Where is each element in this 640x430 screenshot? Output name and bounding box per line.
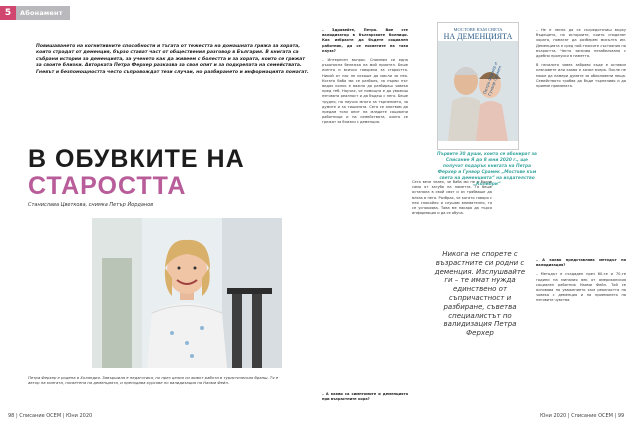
intro-paragraph: Повишаването на когнитивните способности и тъгата от тежестта на домашната грижа за хората, които страдат от деменция, бързо стават част от обществения разговор в България. В книгата са събрани истории за деменцията, за ученето как да живеем с болестта и за хората, които се грижат за своите близки. Авторката Петра Ферхер разказва за своя опит и за подкрепата на семействата. Гневът и безпомощността често съпровождат тези случаи, но разбирането и информацията помагат. (36, 44, 309, 75)
section-badge (0, 6, 70, 20)
book-cover (437, 22, 519, 150)
book-cover-photo (438, 41, 518, 141)
answer-validation: – Методът е създаден през 60-те и 70-те години на миналия век от американския социален работник Наоми Фейл. Той се основава на уважението към реалността на човека с деменция и на приемането на неговите чувства. (536, 272, 626, 303)
column-3-text: Сега вече знаех, че баба ми не е болна само от загуба на паметта. Тя беше останала в свой свят и аз трябваше да вляза в него. Разбрах, че когато говоря с нея спокойно и слушам внимателно, тя се успокоява. Това ме накара да търся информация и да се обуча. (412, 180, 492, 216)
section-number: 5 (0, 6, 16, 20)
question-validation: – А какво представлява методът на валидизация? (536, 258, 626, 268)
article-title-line2: СТАРОСТТА (28, 172, 187, 200)
footer-right: Юни 2020 | Списание ОСЕМ | 99 (540, 413, 625, 419)
article-title-line1: В ОБУВКИТЕ НА (28, 145, 245, 173)
pull-quote: Никога не спорете с възрастните си родни с деменция. Изслушвайте ги – те имат нужда единствено от съпричастност и разбиране, съветва специалистът по валидизация Петра Ферхер (434, 250, 526, 338)
book-author: Петра Ферхер и Гунвор Срамек (482, 61, 503, 97)
column-4-para-1: – Не е лесно да се съсредоточиш върху бъдещето, но историите, които споделят хората, помагат да разберем мисълта им. Деменцията е сред най-тежките състояния на възрастта. Често започва незабелязано с дребни пропуски в паметта. (536, 28, 626, 59)
article-column-3 (412, 180, 492, 216)
column-4-para-2: В началото човек забравя къде е оставил ключовете или какво е казал вчера. После не може да намери думите за обикновени неща. Семейството трябва да бъде търпеливо и да приеме промяната. (536, 63, 626, 89)
article-column-4 (536, 28, 626, 93)
book-promo-caption: Първите 30 души, които се абонират за Списание Я до 8 юни 2020 г., ще получат подарък книгата на Петра Ферхер и Гунвор Срамек „Мостове към света на деменцията“ на издателство „Колибри“ (437, 152, 537, 187)
book-title-line2: НА ДЕМЕНЦИЯТА (443, 32, 513, 41)
answer-1: – Интересен въпрос. Спомням си една ръкописна бележка на мой приятел. Беше есента и всички говореха за старостта. Никой от нас не искаше да мисли за нея. Когато баба ми се разболя, за първи път видях колко е важно да разбираш човека пред теб. Научих, че помощта е да уважиш неговата реалност и да бъдеш с него. Беше трудно, но научих много за търпението, за думите и за тишината. Сега се опитвам да предам този опит на младите социални работници и на семействата, които се грижат за близки с деменция. (322, 58, 408, 125)
article-column-4-lower (536, 258, 626, 304)
footer-left: 98 | Списание ОСЕМ | Юни 2020 (8, 413, 93, 419)
byline: Станислава Цветкова, снимка Петър Йорданов (28, 202, 154, 208)
photo-caption: Петра Ферхер е родена в Холандия. Завършила е педагогика, но през целия си живот работи в туристическия бранш. Тя е автор на книгата, посветена на деменцията, и преподава курсове по валидизация на Наоми Фейл. (28, 375, 279, 386)
article-column-2 (322, 28, 408, 130)
question-2: – А какви са симптомите и деменцията при възрастните хора? (322, 392, 408, 402)
portrait-photo (92, 218, 282, 368)
section-label: Абонамент (20, 9, 63, 17)
question-2-wrap (322, 392, 408, 402)
question-1: – Здравейте, Петра. Вие сте валидизатор в българските болници. Как избрахте да бъдете социален работник, да се посветите на тази кауза? (322, 28, 408, 53)
book-title-line1: МОСТОВЕ КЪМ СВЕТА (453, 27, 503, 32)
